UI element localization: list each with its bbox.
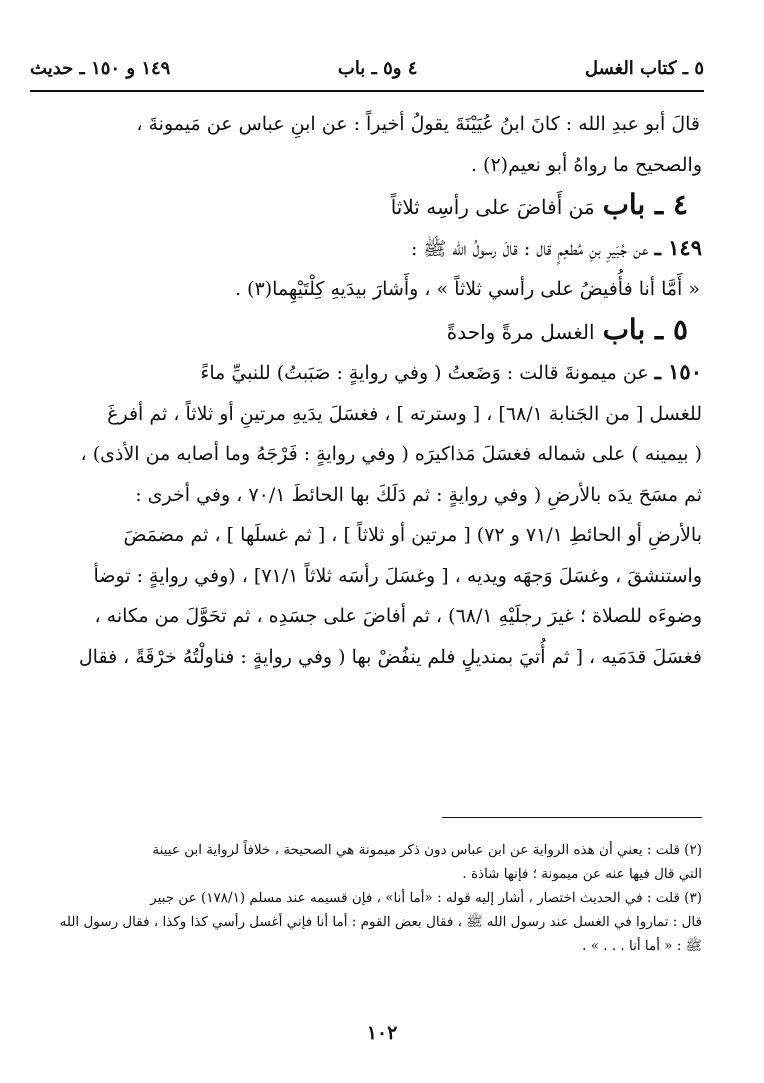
footnote-line: التي قال فيها عنه عن ميمونة ؛ فإنها شاذة . bbox=[462, 866, 702, 882]
footnote-divider bbox=[442, 817, 702, 818]
hadith-number: ١٥٠ ـ bbox=[654, 359, 702, 384]
chapter-number: ٥ ـ باب bbox=[602, 312, 688, 346]
intro-line: والصحيح ما رواهُ أبو نعيم(٢) . bbox=[470, 153, 702, 176]
hadith-line: بالأرضِ أو الحائطِ ٧١/١ و ٧٢) [ مرتين أو ثلاثاً ] ، [ ثم غسلَها ] ، ثم مضمَضَ bbox=[123, 524, 702, 546]
hadith-line: واستنشقَ ، وغسَلَ وَجهَه ويديه ، [ وغسَلَ رأسَه ثلاثاً ٧١/١] ، (وفي روايةٍ : توضأ bbox=[93, 564, 702, 587]
chapter-number: ٤ ـ باب bbox=[602, 188, 688, 221]
hadith-text: عن ميمونةَ قالت : وَضَعتُ ( وفي روايةٍ : صَبَبتُ) للنبيِّ ماءً bbox=[200, 362, 649, 384]
hadith-line: ( بيمينه ) على شماله فغسَلَ مَذاكيرَه ( وفي روايةٍ : فَرْجَهُ وما أصابه من الأذى) ، bbox=[80, 443, 702, 465]
footnote-2: (٢) قلت : يعني أن هذه الرواية عن ابن عباس دون ذكر ميمونة هي الصحيحة ، خلافاً لرواية ابن عيينة bbox=[152, 842, 702, 858]
hadith-line: ثم مسَحَ يدَه بالأرضِ ( وفي روايةٍ : ثم دَلَكَ بها الحائطَ ٧٠/١ ، وفي أخرى : bbox=[135, 483, 702, 506]
hadith-text: عن جُبَيرِ بنِ مُطعِمٍ قال : قالَ رسولُ الله ﷺ : bbox=[410, 237, 649, 260]
footnote-line: ﷺ : « أما أنا . . . » . bbox=[582, 938, 702, 954]
footnote-line: قال : تماروا في الغسل عند رسول الله ﷺ ، فقال بعض القوم : أما أنا فإني أغسل رأسي كذا وكذا ، فقال رسول الله bbox=[59, 914, 702, 930]
chapter-heading-5 bbox=[36, 310, 702, 353]
header-chapter: ٤ و٥ ـ باب bbox=[337, 57, 418, 79]
hadith-line: للغسل [ من الجَنابة ٦٨/١] ، [ وسترته ] ، فغسَلَ يدَيهِ مرتينِ أو ثلاثاً ، ثم أفرغَ bbox=[107, 402, 702, 425]
header-hadith-range: ١٤٩ و ١٥٠ ـ حديث bbox=[30, 57, 171, 79]
header-book-title: ٥ ـ كتاب الغسل bbox=[584, 57, 704, 79]
chapter-title: مَن أَفاضَ على رأسِه ثلاثاً bbox=[390, 195, 595, 219]
chapter-title: الغسل مرةً واحدةً bbox=[446, 319, 595, 344]
footnote-3: (٣) قلت : في الحديث اختصار ، أشار إليه قوله : «أما أنا» ، فإن قسيمه عند مسلم (١٧٨/١) عن جبير bbox=[150, 890, 702, 906]
hadith-number: ١٤٩ ـ bbox=[654, 234, 702, 260]
hadith-line: فغسَلَ قدَمَيه ، [ ثم أُتيَ بمنديلٍ فلم ينفُضْ بها ( وفي روايةٍ : فناولْتُهُ خرْقَةً ، فقال bbox=[78, 645, 702, 668]
main-text bbox=[36, 104, 702, 677]
running-header bbox=[30, 50, 704, 86]
intro-line: قالَ أبو عبدِ الله : كانَ ابنُ عُيَيْنَةَ يقولُ أخيراً : عن ابنِ عباس عن مَيمونةَ ، bbox=[136, 113, 700, 135]
hadith-line: وضوءَه للصلاة ؛ غيرَ رجلَيْهِ ٦٨/١) ، ثم أفاضَ على جسَدِه ، ثم تحَوَّلَ من مكانه ، bbox=[94, 605, 702, 627]
hadith-line: « أَمَّا أنا فأُفيضُ على رأسي ثلاثاً » ، وأَشارَ بيدَيهِ كِلْتَيْهِما(٣) . bbox=[234, 278, 700, 300]
header-divider bbox=[30, 90, 704, 92]
hadith-150 bbox=[36, 352, 702, 394]
footnotes bbox=[36, 838, 702, 958]
chapter-heading-4 bbox=[36, 185, 702, 228]
hadith-149 bbox=[36, 228, 702, 270]
page-number: ١٠٢ bbox=[366, 1022, 398, 1044]
